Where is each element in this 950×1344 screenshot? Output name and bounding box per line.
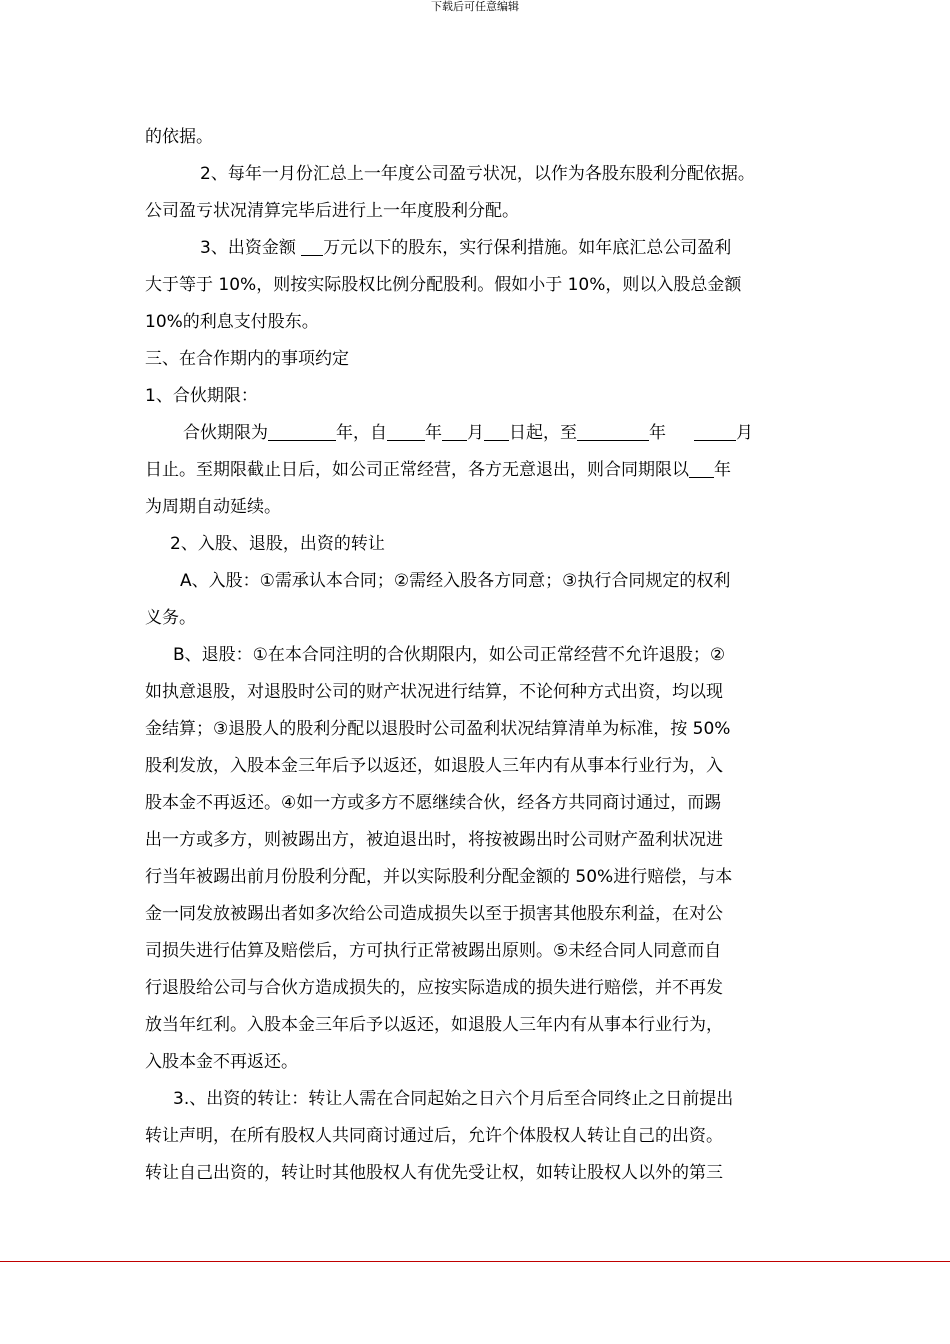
blank-field xyxy=(484,418,509,441)
paragraph-line: 司损失进行估算及赔偿后，方可执行正常被踢出原则。⑤未经合同人同意而自 xyxy=(145,941,722,961)
paragraph-line: 如执意退股，对退股时公司的财产状况进行结算，不论何种方式出资，均以现 xyxy=(145,682,723,702)
text-segment: 日止。至期限截止日后，如公司正常经营，各方无意退出，则合同期限以 xyxy=(145,460,689,480)
paragraph-line: 10%的利息支付股东。 xyxy=(145,312,319,332)
blank-field xyxy=(268,418,336,441)
document-body xyxy=(145,119,813,1192)
text-segment: 月 xyxy=(736,423,753,443)
footer-divider xyxy=(0,1261,950,1262)
paragraph-line: 行当年被踢出前月份股利分配，并以实际股利分配金额的 50%进行赔偿，与本 xyxy=(145,867,733,887)
text-segment: 年，自 xyxy=(336,423,387,443)
blank-field xyxy=(577,418,649,441)
paragraph-line: 转让声明，在所有股权人共同商讨通过后，允许个体股权人转让自己的出资。 xyxy=(145,1126,723,1146)
section-heading: 三、在合作期内的事项约定 xyxy=(145,349,349,369)
text-segment: 日起，至 xyxy=(509,423,577,443)
paragraph-line: 3.、出资的转让：转让人需在合同起始之日六个月后至合同终止之日前提出 xyxy=(173,1089,734,1109)
paragraph-line: 转让自己出资的，转让时其他股权人有优先受让权，如转让股权人以外的第三 xyxy=(145,1163,723,1183)
text-segment: 3、出资金额 xyxy=(200,238,302,258)
paragraph-line: 金结算；③退股人的股利分配以退股时公司盈利状况结算清单为标准，按 50% xyxy=(145,719,731,739)
paragraph-line: 金一同发放被踢出者如多次给公司造成损失以至于损害其他股东利益，在对公 xyxy=(145,904,723,924)
paragraph-line: 入股本金不再返还。 xyxy=(145,1052,298,1072)
blank-field xyxy=(689,455,714,478)
paragraph-line xyxy=(145,415,813,452)
text-segment: 月 xyxy=(467,423,484,443)
paragraph-line: 为周期自动延续。 xyxy=(145,497,281,517)
paragraph-line xyxy=(145,230,813,267)
blank-field xyxy=(387,418,425,441)
paragraph-line: 放当年红利。入股本金三年后予以返还，如退股人三年内有从事本行业行为， xyxy=(145,1015,723,1035)
blank-field xyxy=(694,418,736,441)
paragraph-line: 公司盈亏状况清算完毕后进行上一年度股利分配。 xyxy=(145,201,519,221)
subsection-heading: 2、入股、退股，出资的转让 xyxy=(170,534,385,554)
blank-field xyxy=(442,418,467,441)
paragraph-line: B、退股：①在本合同注明的合伙期限内，如公司正常经营不允许退股；② xyxy=(173,645,726,665)
text-segment: 年 xyxy=(425,423,442,443)
paragraph-line: A、入股：①需承认本合同；②需经入股各方同意；③执行合同规定的权利 xyxy=(180,571,731,591)
subsection-heading: 1、合伙期限： xyxy=(145,386,258,406)
paragraph-line: 2、每年一月份汇总上一年度公司盈亏状况，以作为各股东股利分配依据。 xyxy=(200,164,755,184)
text-segment: 合伙期限为 xyxy=(183,423,268,443)
paragraph-line: 股利发放，入股本金三年后予以返还，如退股人三年内有从事本行业行为，入 xyxy=(145,756,723,776)
paragraph-line: 的依据。 xyxy=(145,127,213,147)
blank-field xyxy=(301,233,323,256)
paragraph-line: 义务。 xyxy=(145,608,196,628)
paragraph-line: 大于等于 10%，则按实际股权比例分配股利。假如小于 10%，则以入股总金额 xyxy=(145,275,742,295)
text-segment: 年 xyxy=(649,423,666,443)
paragraph-line xyxy=(145,452,813,489)
paragraph-line: 行退股给公司与合伙方造成损失的，应按实际造成的损失进行赔偿，并不再发 xyxy=(145,978,723,998)
paragraph-line: 股本金不再返还。④如一方或多方不愿继续合伙，经各方共同商讨通过，而踢 xyxy=(145,793,722,813)
text-segment: 万元以下的股东，实行保利措施。如年底汇总公司盈利 xyxy=(323,238,732,258)
text-segment: 年 xyxy=(714,460,731,480)
page-header: 下载后可任意编辑 xyxy=(431,0,519,13)
paragraph-line: 出一方或多方，则被踢出方，被迫退出时，将按被踢出时公司财产盈利状况进 xyxy=(145,830,723,850)
